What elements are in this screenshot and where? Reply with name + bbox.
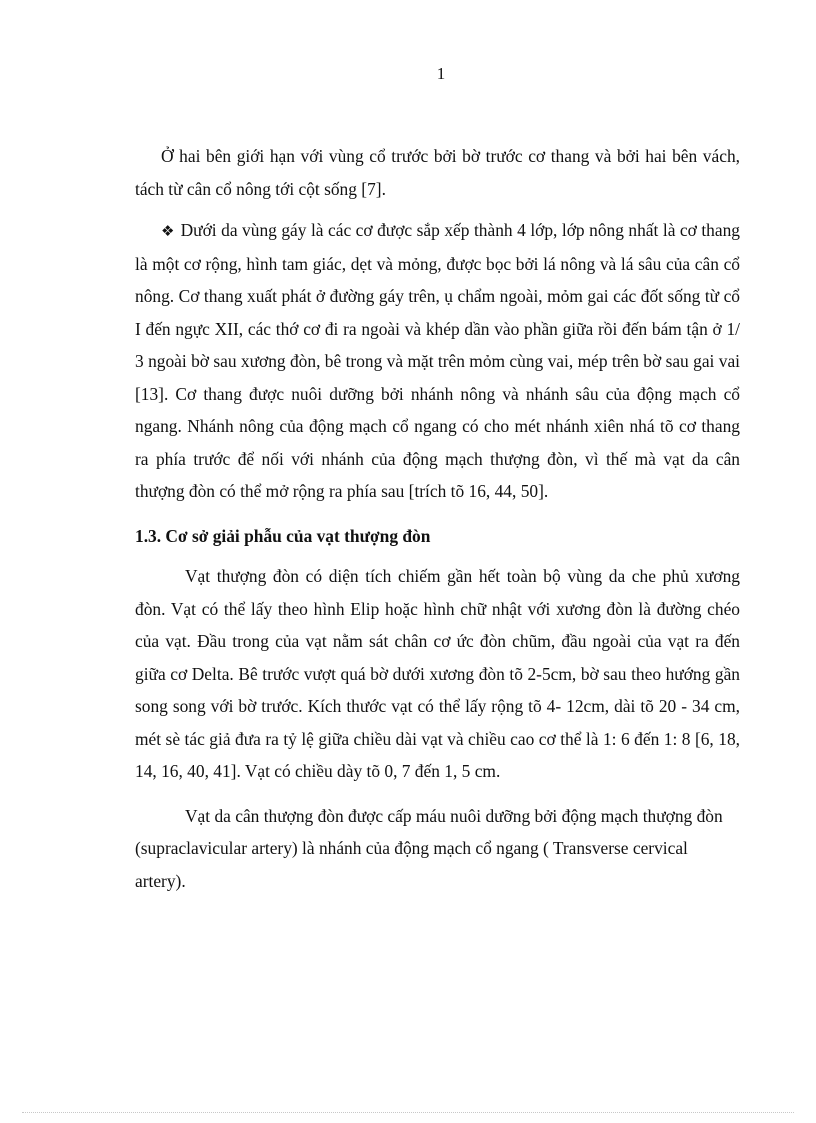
paragraph-neck-boundary: Ở hai bên giới hạn với vùng cổ trước bởi bờ trước cơ thang và bởi hai bên vách, tách từ cân cổ nông tới cột sống [7]. xyxy=(135,146,740,199)
paragraph-trapezius xyxy=(135,214,740,508)
diamond-bullet-icon: ❖ xyxy=(161,222,175,240)
document-body xyxy=(135,140,740,897)
page-bottom-divider xyxy=(22,1112,794,1113)
section-heading: 1.3. Cơ sở giải phẫu của vạt thượng đòn xyxy=(135,525,431,546)
paragraph-flap-dimensions: Vạt thượng đòn có diện tích chiếm gần hết toàn bộ vùng da che phủ xương đòn. Vạt có thể lấy theo hình Elip hoặc hình chữ nhật với xương đòn là đường chéo của vạt. Đầu trong của vạt nằm sát chân cơ ức đòn chũm, đầu ngoài của vạt ra đến giữa cơ Delta. Bê trước vượt quá bờ dưới xương đòn tõ 2-5cm, bờ sau theo hướng gần song song với bờ trước. Kích thước vạt có thể lấy rộng tõ 4- 12cm, dài tõ 20 - 34 cm, mét sè tác giả đưa ra tỷ lệ giữa chiều dài vạt và chiều cao cơ thể là 1: 6 đến 1: 8 [6, 18, 14, 16, 40, 41]. Vạt có chiều dày tõ 0, 7 đến 1, 5 cm. xyxy=(135,566,740,781)
paragraph-trapezius-text: Dưới da vùng gáy là các cơ được sắp xếp thành 4 lớp, lớp nông nhất là cơ thang là một cơ rộng, hình tam giác, dẹt và mỏng, được bọc bởi lá nông và lá sâu của cân cổ nông. Cơ thang xuất phát ở đường gáy trên, ụ chẩm ngoài, mỏm gai các đốt sống từ cổ I đến ngực XII, các thớ cơ đi ra ngoài và khép dần vào phần giữa rồi đến bám tận ở 1/ 3 ngoài bờ sau xương đòn, bê trong và mặt trên mỏm cùng vai, mép trên bờ sau gai vai [13]. Cơ thang được nuôi dưỡng bởi nhánh nông và nhánh sâu của động mạch cổ ngang. Nhánh nông của động mạch cổ ngang có cho mét nhánh xiên nhá tõ cơ thang ra phía trước để nối với nhánh của động mạch thượng đòn, vì thế mà vạt da cân thượng đòn có thể mở rộng ra phía sau [trích tõ 16, 44, 50]. xyxy=(135,220,740,501)
paragraph-blood-supply: Vạt da cân thượng đòn được cấp máu nuôi dưỡng bởi động mạch thượng đòn (supraclavicular artery) là nhánh của động mạch cổ ngang ( Transverse cervical artery). xyxy=(135,805,723,891)
page-number: 1 xyxy=(436,64,446,83)
